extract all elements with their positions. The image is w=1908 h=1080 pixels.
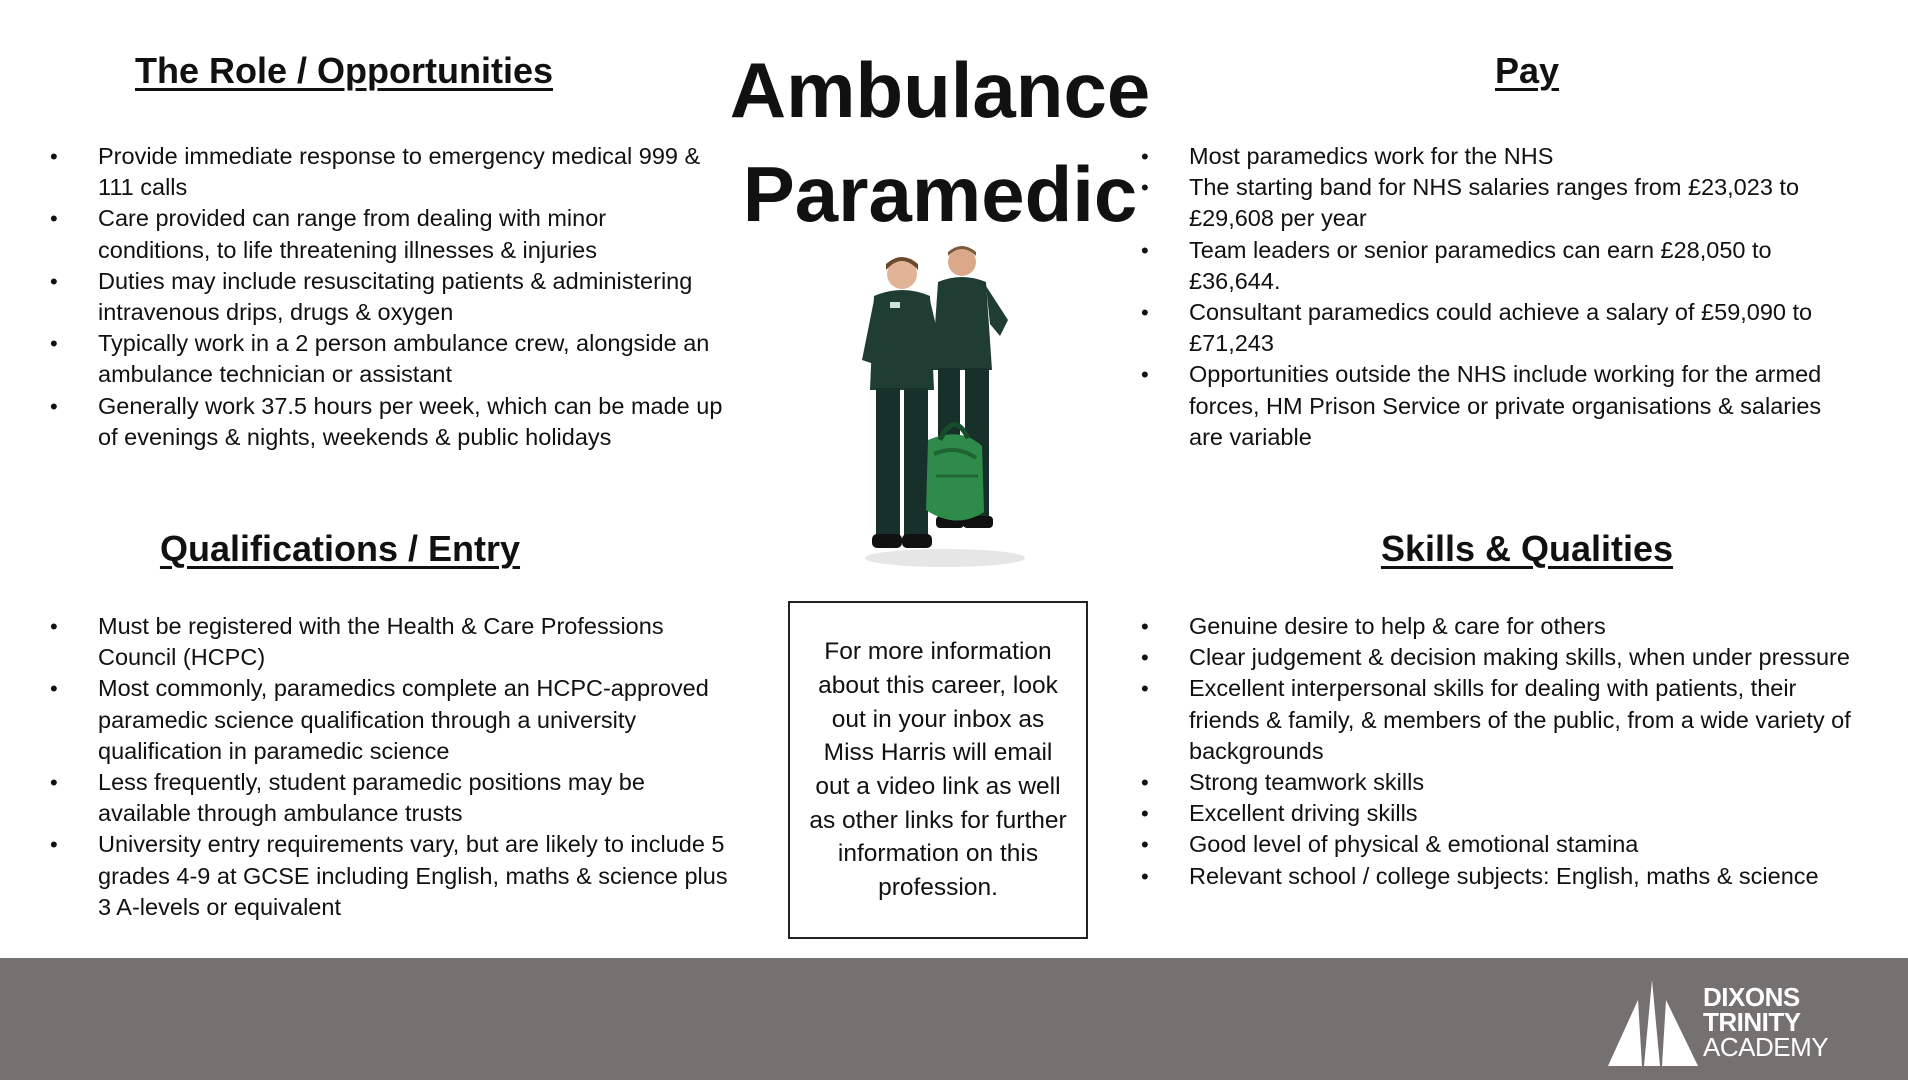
list-item: • University entry requirements vary, but are likely to include 5 grades 4-9 at GCSE including English, maths & science plus 3 A-levels or equivalent <box>50 829 740 923</box>
paramedics-image <box>850 240 1040 570</box>
list-item: • Excellent interpersonal skills for dealing with patients, their friends & family, & members of the public, from a wide variety of backgrounds <box>1141 673 1881 767</box>
list-item: • Team leaders or senior paramedics can earn £28,050 to £36,644. <box>1141 235 1861 297</box>
list-item: • Care provided can range from dealing with minor conditions, to life threatening illnesses & injuries <box>50 203 740 265</box>
shadow <box>865 549 1025 567</box>
list-item: • Duties may include resuscitating patients & administering intravenous drips, drugs & oxygen <box>50 266 740 328</box>
academy-logo-icon <box>1608 980 1700 1066</box>
qualifications-heading: Qualifications / Entry <box>159 528 521 569</box>
list-item: • Most paramedics work for the NHS <box>1141 141 1861 172</box>
info-text: For more information about this career, look out in your inbox as Miss Harris will email out a video link as well as other links for further information on this profession. <box>809 638 1067 902</box>
list-item: • Most commonly, paramedics complete an HCPC-approved paramedic science qualification through a university qualification in paramedic science <box>50 673 740 767</box>
page-title <box>700 38 1180 246</box>
list-item: • Generally work 37.5 hours per week, which can be made up of evenings & nights, weekends & public holidays <box>50 391 740 453</box>
academy-logo-text <box>1703 982 1829 1062</box>
list-item: • Must be registered with the Health & Care Professions Council (HCPC) <box>50 611 740 673</box>
info-box <box>788 601 1088 939</box>
list-item: • Opportunities outside the NHS include working for the armed forces, HM Prison Service or private organisations & salaries are variable <box>1141 359 1861 453</box>
logo-line-3: ACADEMY <box>1703 1032 1829 1062</box>
pay-heading: Pay <box>1494 50 1560 91</box>
skills-heading: Skills & Qualities <box>1380 528 1674 569</box>
qualifications-list <box>50 611 740 923</box>
list-item: • Provide immediate response to emergency medical 999 & 111 calls <box>50 141 740 203</box>
list-item: • Clear judgement & decision making skills, when under pressure <box>1141 642 1881 673</box>
list-item: • The starting band for NHS salaries ranges from £23,023 to £29,608 per year <box>1141 172 1861 234</box>
title-line-2: Paramedic <box>742 150 1138 238</box>
list-item: • Genuine desire to help & care for others <box>1141 611 1881 642</box>
pay-list <box>1141 141 1861 453</box>
role-heading: The Role / Opportunities <box>135 50 554 91</box>
list-item: • Relevant school / college subjects: English, maths & science <box>1141 861 1881 892</box>
title-line-1: Ambulance <box>729 46 1151 134</box>
list-item: • Strong teamwork skills <box>1141 767 1881 798</box>
list-item: • Excellent driving skills <box>1141 798 1881 829</box>
list-item: • Less frequently, student paramedic positions may be available through ambulance trusts <box>50 767 740 829</box>
list-item: • Consultant paramedics could achieve a salary of £59,090 to £71,243 <box>1141 297 1861 359</box>
logo-line-2: TRINITY <box>1703 1007 1801 1037</box>
list-item: • Good level of physical & emotional stamina <box>1141 829 1881 860</box>
skills-list <box>1141 611 1881 892</box>
list-item: • Typically work in a 2 person ambulance crew, alongside an ambulance technician or assistant <box>50 328 740 390</box>
role-list <box>50 141 740 453</box>
logo-line-1: DIXONS <box>1703 982 1800 1012</box>
